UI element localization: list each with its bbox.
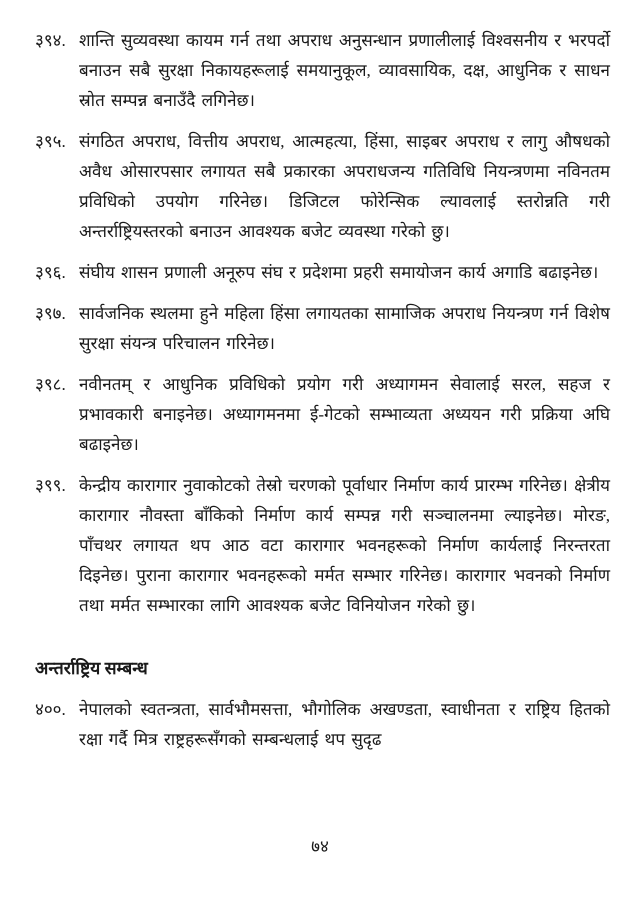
paragraph-394: [35, 26, 610, 116]
paragraph-text: संगठित अपराध, वित्तीय अपराध, आत्महत्या, हिंसा, साइबर अपराध र लागु औषधको अवैध ओसारपसार लगायत सबै प्रकारका अपराधजन्य गतिविधि नियन्त्रणमा नविनतम प्रविधिको उपयोग गरिनेछ। डिजिटल फोरेन्सिक ल्यावलाई स्तरोन्नति गरी अन्तर्राष्ट्रियस्तरको बनाउन आवश्यक बजेट व्यवस्था गरेको छु।: [79, 132, 610, 241]
paragraph-text: शान्ति सुव्यवस्था कायम गर्न तथा अपराध अनुसन्धान प्रणालीलाई विश्वसनीय र भरपर्दो बनाउन सबै सुरक्षा निकायहरूलाई समयानुकूल, व्यावसायिक, दक्ष, आधुनिक र साधन स्रोत सम्पन्न बनाउँदै लगिनेछ।: [79, 31, 610, 110]
paragraph-number: ३९५.: [35, 132, 66, 151]
paragraph-400: [35, 695, 610, 755]
paragraph-number: ३९६.: [35, 263, 66, 282]
paragraph-text: सार्वजनिक स्थलमा हुने महिला हिंसा लगायतका सामाजिक अपराध नियन्त्रण गर्न विशेष सुरक्षा संयन्त्र परिचालन गरिनेछ।: [79, 304, 610, 353]
paragraph-number: ४००.: [35, 700, 66, 719]
paragraph-number: ३९७.: [35, 304, 66, 323]
paragraph-text: नेपालको स्वतन्त्रता, सार्वभौमसत्ता, भौगोलिक अखण्डता, स्वाधीनता र राष्ट्रिय हितको रक्षा गर्दै मित्र राष्ट्रहरूसँगको सम्बन्धलाई थप सुदृढ: [79, 700, 610, 749]
page-number: ७४: [311, 837, 329, 856]
paragraph-399: [35, 471, 610, 621]
paragraph-395: [35, 127, 610, 247]
paragraph-396: [35, 258, 610, 288]
section-heading: अन्तर्राष्ट्रिय सम्बन्ध: [35, 658, 148, 678]
paragraph-number: ३९९.: [35, 476, 66, 495]
paragraph-text: केन्द्रीय कारागार नुवाकोटको तेस्रो चरणको पूर्वाधार निर्माण कार्य प्रारम्भ गरिनेछ। क्षेत्रीय कारागार नौवस्ता बाँकिको निर्माण कार्य सम्पन्न गरी सञ्चालनमा ल्याइनेछ। मोरङ, पाँचथर लगायत थप आठ वटा कारागार भवनहरूको निर्माण कार्यलाई निरन्तरता दिइनेछ। पुराना कारागार भवनहरूको मर्मत सम्भार गरिनेछ। कारागार भवनको निर्माण तथा मर्मत सम्भारका लागि आवश्यक बजेट विनियोजन गरेको छु।: [79, 476, 610, 615]
document-content: [35, 26, 610, 766]
paragraph-text: नवीनतम् र आधुनिक प्रविधिको प्रयोग गरी अध्यागमन सेवालाई सरल, सहज र प्रभावकारी बनाइनेछ। अध्यागमनमा ई-गेटको सम्भाव्यता अध्ययन गरी प्रक्रिया अघि बढाइनेछ।: [79, 375, 610, 454]
paragraph-number: ३९८.: [35, 375, 66, 394]
paragraph-text: संघीय शासन प्रणाली अनूरुप संघ र प्रदेशमा प्रहरी समायोजन कार्य अगाडि बढाइनेछ।: [79, 263, 599, 282]
paragraph-number: ३९४.: [35, 31, 66, 50]
paragraph-398: [35, 370, 610, 460]
paragraph-397: [35, 299, 610, 359]
